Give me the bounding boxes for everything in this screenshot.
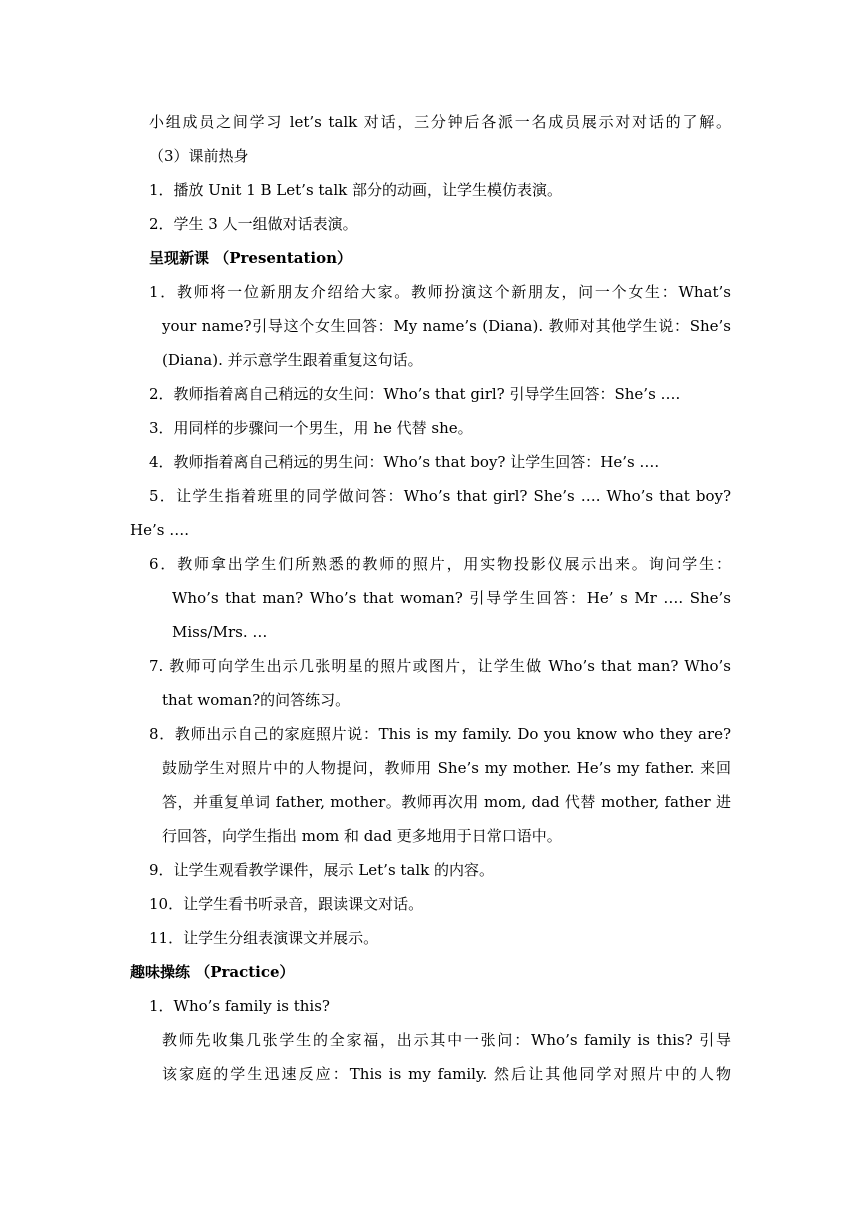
text-line-9: 2．教师指着离自己稍远的女生问：Who’s that girl? 引导学生回答：She’s …. <box>149 385 681 403</box>
text-line-6: 1．教师将一位新朋友介绍给大家。教师扮演这个新朋友，问一个女生：What’s <box>149 283 731 301</box>
section-heading-practice: 趣味操练 （Practice） <box>130 963 295 981</box>
section-heading-presentation: 呈现新课 （Presentation） <box>149 249 353 267</box>
text-line-1: 小组成员之间学习 let’s talk 对话，三分钟后各派一名成员展示对对话的了解。 <box>149 113 731 131</box>
text-line-10: 3．用同样的步骤问一个男生，用 he 代替 she。 <box>149 419 473 437</box>
text-line-22: 行回答，向学生指出 mom 和 dad 更多地用于日常口语中。 <box>162 827 562 845</box>
section-heading-warmup: （3）课前热身 <box>149 147 249 165</box>
text-line-15: Who’s that man? Who’s that woman? 引导学生回答：He’ s Mr …. She’s <box>172 589 731 607</box>
text-line-25: 11．让学生分组表演课文并展示。 <box>149 929 379 947</box>
text-line-4: 2．学生 3 人一组做对话表演。 <box>149 215 358 233</box>
text-line-20: 鼓励学生对照片中的人物提问，教师用 She’s my mother. He’s my father. 来回 <box>162 759 731 777</box>
text-line-24: 10．让学生看书听录音，跟读课文对话。 <box>149 895 424 913</box>
text-line-19: 8．教师出示自己的家庭照片说：This is my family. Do you know who they are? <box>149 725 731 743</box>
text-line-12: 5．让学生指着班里的同学做问答：Who’s that girl? She’s …. Who’s that boy? <box>149 487 731 505</box>
text-line-14: 6．教师拿出学生们所熟悉的教师的照片，用实物投影仪展示出来。询问学生： <box>149 555 731 573</box>
text-line-29: 该家庭的学生迅速反应：This is my family. 然后让其他同学对照片中的人物 <box>162 1065 731 1083</box>
text-line-16: Miss/Mrs. … <box>172 623 268 641</box>
text-line-28: 教师先收集几张学生的全家福，出示其中一张问：Who’s family is this? 引导 <box>162 1031 731 1049</box>
text-line-3: 1．播放 Unit 1 B Let’s talk 部分的动画，让学生模仿表演。 <box>149 181 563 199</box>
text-line-11: 4．教师指着离自己稍远的男生问：Who’s that boy? 让学生回答：He’s …. <box>149 453 660 471</box>
text-line-17: 7. 教师可向学生出示几张明星的照片或图片，让学生做 Who’s that man? Who’s <box>149 657 731 675</box>
text-line-27: 1．Who’s family is this? <box>149 997 330 1015</box>
text-line-21: 答，并重复单词 father, mother。教师再次用 mom, dad 代替 mother, father 进 <box>162 793 731 811</box>
text-line-8: (Diana). 并示意学生跟着重复这句话。 <box>162 351 423 369</box>
text-line-23: 9．让学生观看教学课件，展示 Let’s talk 的内容。 <box>149 861 495 879</box>
text-line-18: that woman?的问答练习。 <box>162 691 351 709</box>
text-line-13: He’s …. <box>130 521 189 539</box>
text-line-7: your name?引导这个女生回答：My name’s (Diana). 教师对其他学生说：She’s <box>162 317 731 335</box>
